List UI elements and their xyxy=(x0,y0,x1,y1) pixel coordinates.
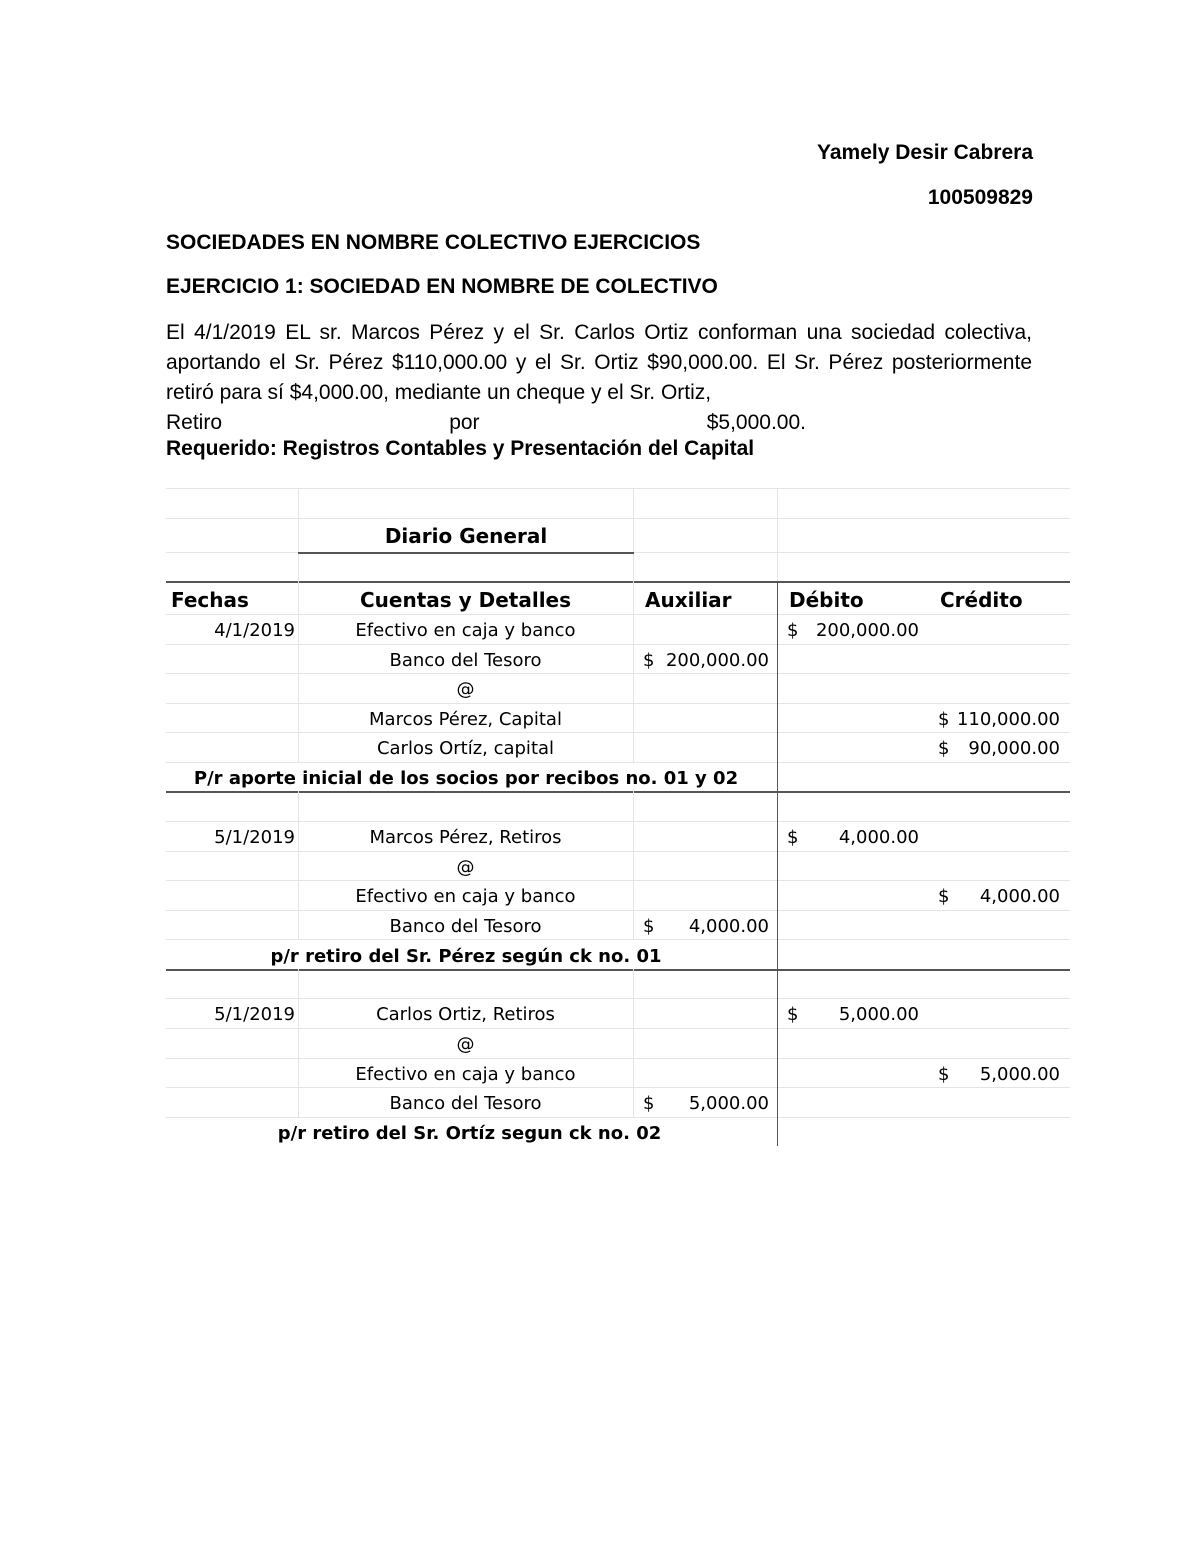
account-name: @ xyxy=(456,857,475,878)
amount-value: 110,000.00 xyxy=(956,709,1060,730)
grid-line xyxy=(166,1087,1070,1088)
entry-date: 5/1/2019 xyxy=(214,1004,295,1025)
currency-symbol: $ xyxy=(938,886,950,907)
header-credito: Crédito xyxy=(940,588,1023,612)
exercise-title: EJERCICIO 1: SOCIEDAD EN NOMBRE DE COLECTIVO xyxy=(166,275,718,298)
journal-title: Diario General xyxy=(298,524,634,554)
currency-symbol: $ xyxy=(787,827,799,848)
requirement: Requerido: Registros Contables y Presentación del Capital xyxy=(166,437,755,460)
credit-amount xyxy=(938,1064,1060,1085)
statement-body: El 4/1/2019 EL sr. Marcos Pérez y el Sr. Carlos Ortiz conforman una sociedad colectiva, aportando el Sr. Pérez $110,000.00 y el Sr. Ortiz $90,000.00. El Sr. Pérez posteriormente retiró para sí $4,000.00, mediante un cheque y el Sr. Ortiz, xyxy=(166,321,1032,404)
header-cuentas: Cuentas y Detalles xyxy=(359,588,572,612)
account-name: Banco del Tesoro xyxy=(389,1093,542,1114)
amount-value: 4,000.00 xyxy=(838,827,919,848)
account-name: Marcos Pérez, Capital xyxy=(369,709,562,730)
account-name: @ xyxy=(456,1034,475,1055)
auxiliar-amount xyxy=(643,916,769,937)
statement-word: por xyxy=(449,411,480,434)
grid-line xyxy=(166,581,1070,583)
grid-line xyxy=(166,732,1070,733)
header-debito: Débito xyxy=(789,588,864,612)
header-fechas: Fechas xyxy=(171,588,249,612)
debit-amount xyxy=(787,620,919,641)
currency-symbol: $ xyxy=(643,650,655,671)
amount-value: 90,000.00 xyxy=(968,738,1060,759)
account-name: Efectivo en caja y banco xyxy=(355,1064,576,1085)
document-title: SOCIEDADES EN NOMBRE COLECTIVO EJERCICIOS xyxy=(166,231,701,254)
grid-line xyxy=(166,1117,1070,1118)
auxiliar-amount xyxy=(643,650,769,671)
account-name: Carlos Ortiz, Retiros xyxy=(376,1004,555,1025)
currency-symbol: $ xyxy=(938,709,950,730)
grid-line xyxy=(166,1028,1070,1029)
exercise-statement xyxy=(166,318,1032,438)
grid-line xyxy=(166,910,1070,911)
currency-symbol: $ xyxy=(938,1064,950,1085)
account-name: Banco del Tesoro xyxy=(389,916,542,937)
account-name: Efectivo en caja y banco xyxy=(355,620,576,641)
entry-note: P/r aporte inicial de los socios por recibos no. 01 y 02 xyxy=(193,768,739,789)
credit-amount xyxy=(938,709,1060,730)
entry-date: 4/1/2019 xyxy=(214,620,295,641)
currency-symbol: $ xyxy=(787,1004,799,1025)
grid-line xyxy=(166,939,1070,940)
grid-line xyxy=(633,969,634,1117)
currency-symbol: $ xyxy=(938,738,950,759)
entry-note: p/r retiro del Sr. Pérez según ck no. 01 xyxy=(270,946,662,967)
grid-line xyxy=(166,644,1070,645)
amount-value: 4,000.00 xyxy=(979,886,1060,907)
auxiliar-amount xyxy=(643,1093,769,1114)
amount-value: 200,000.00 xyxy=(815,620,919,641)
account-name: Banco del Tesoro xyxy=(389,650,542,671)
grid-line xyxy=(166,791,1070,793)
statement-word: $5,000.00. xyxy=(706,411,806,434)
student-id: 100509829 xyxy=(927,186,1033,209)
debit-amount xyxy=(787,1004,919,1025)
credit-amount xyxy=(938,886,1060,907)
grid-line xyxy=(166,1058,1070,1059)
grid-line xyxy=(166,969,1070,971)
amount-value: 5,000.00 xyxy=(688,1093,769,1114)
grid-line xyxy=(166,998,1070,999)
journal-sheet xyxy=(166,488,1070,1148)
currency-symbol: $ xyxy=(643,916,655,937)
grid-line xyxy=(166,880,1070,881)
grid-line xyxy=(166,488,1070,489)
amount-value: 4,000.00 xyxy=(688,916,769,937)
account-name: Efectivo en caja y banco xyxy=(355,886,576,907)
grid-line xyxy=(166,703,1070,704)
account-name: @ xyxy=(456,679,475,700)
author-name: Yamely Desir Cabrera xyxy=(817,141,1033,164)
grid-line xyxy=(166,614,1070,615)
entry-date: 5/1/2019 xyxy=(214,827,295,848)
statement-last-line xyxy=(166,408,806,438)
header-auxiliar: Auxiliar xyxy=(645,588,732,612)
credit-amount xyxy=(938,738,1060,759)
statement-word: Retiro xyxy=(166,411,223,434)
column-divider xyxy=(777,581,778,1146)
account-name: Marcos Pérez, Retiros xyxy=(369,827,562,848)
grid-line xyxy=(777,488,778,581)
debit-amount xyxy=(787,827,919,848)
grid-line xyxy=(166,518,1070,519)
currency-symbol: $ xyxy=(643,1093,655,1114)
entry-note: p/r retiro del Sr. Ortíz segun ck no. 02 xyxy=(277,1123,662,1144)
grid-line xyxy=(166,673,1070,674)
amount-value: 5,000.00 xyxy=(979,1064,1060,1085)
grid-line xyxy=(166,851,1070,852)
grid-line xyxy=(166,821,1070,822)
amount-value: 5,000.00 xyxy=(838,1004,919,1025)
grid-line xyxy=(633,791,634,939)
amount-value: 200,000.00 xyxy=(665,650,769,671)
account-name: Carlos Ortíz, capital xyxy=(376,738,555,759)
currency-symbol: $ xyxy=(787,620,799,641)
grid-line xyxy=(166,762,1070,763)
